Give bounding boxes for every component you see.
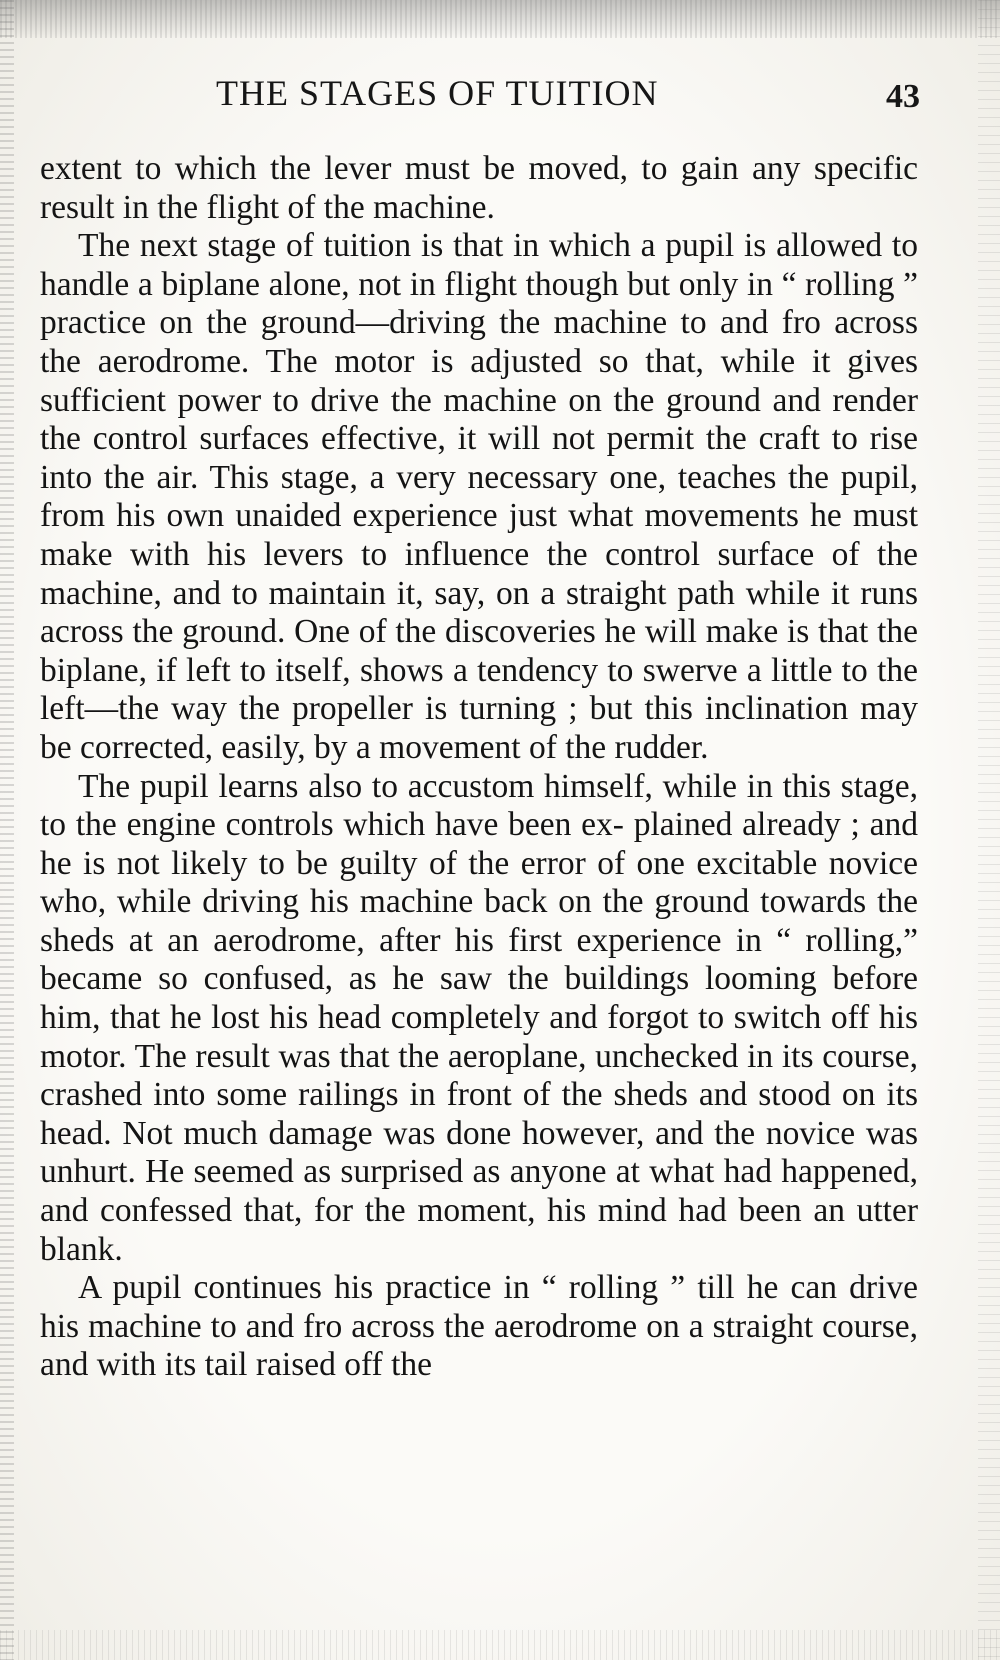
paragraph: A pupil continues his practice in “ rolling ” till he can drive his machine to and fro across the aerodrome on a straight course, and with its tail raised off the <box>40 1269 918 1384</box>
body-text <box>40 150 918 1385</box>
scan-edge-bottom <box>0 1630 1000 1660</box>
scan-edge-left <box>0 0 14 1660</box>
paragraph: The next stage of tuition is that in which a pupil is allowed to handle a biplane alone, not in flight though but only in “ rolling ” practice on the ground—driving the machine to and fro across the aerodrome. The motor is adjusted so that, while it gives sufficient power to drive the machine on the ground and render the control surfaces effective, it will not permit the craft to rise into the air. This stage, a very necessary one, teaches the pupil, from his own unaided experience just what movements he must make with his levers to influence the control surface of the machine, and to maintain it, say, on a straight path while it runs across the ground. One of the discoveries he will make is that the biplane, if left to itself, shows a tendency to swerve a little to the left—the way the propeller is turning ; but this inclination may be corrected, easily, by a movement of the rudder. <box>40 227 918 766</box>
paragraph: The pupil learns also to accustom himself, while in this stage, to the engine controls which have been ex- plained already ; and he is not likely to be guilty of the error of one excitable novice who, while driving his machine back on the ground towards the sheds at an aerodrome, after his first experience in “ rolling,” became so confused, as he saw the buildings looming before him, that he lost his head completely and forgot to switch off his motor. The result was that the aeroplane, unchecked in its course, crashed into some railings in front of the sheds and stood on its head. Not much damage was done however, and the novice was unhurt. He seemed as surprised as anyone at what had happened, and confessed that, for the moment, his mind had been an utter blank. <box>40 767 918 1268</box>
paragraph-continued: extent to which the lever must be moved, to gain any specific result in the flight of the machine. <box>40 150 918 226</box>
scan-edge-right <box>978 0 1000 1660</box>
running-title: THE STAGES OF TUITION <box>216 73 659 113</box>
page-header <box>40 72 920 118</box>
scan-edge-top <box>0 0 1000 38</box>
page-number: 43 <box>886 78 920 115</box>
